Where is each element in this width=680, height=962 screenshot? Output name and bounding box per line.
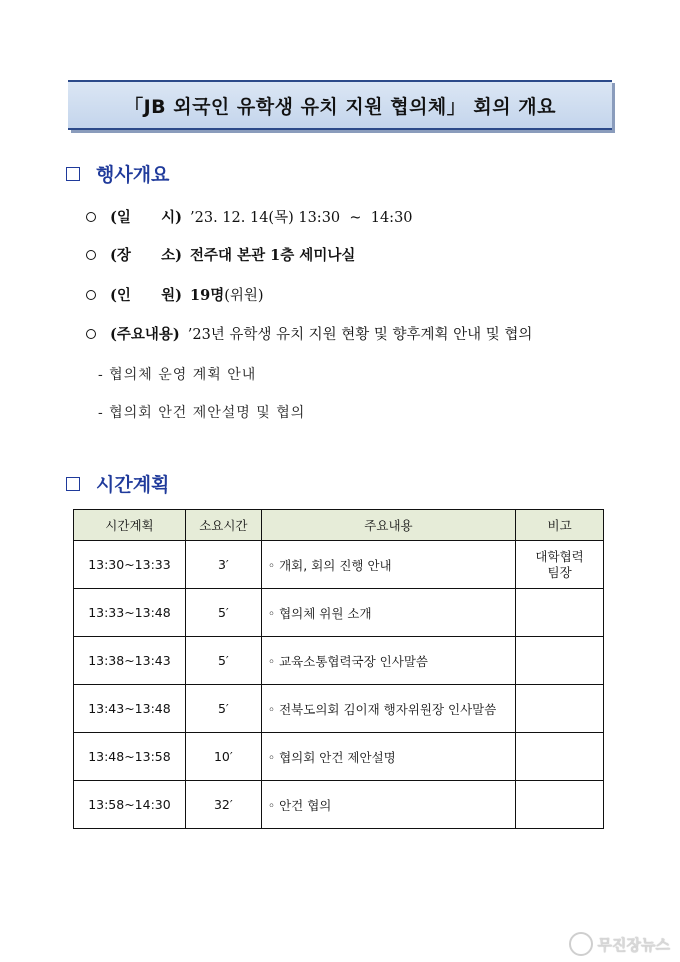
cell-duration: 5′ <box>185 685 261 733</box>
cell-content: ◦ 개회, 회의 진행 안내 <box>261 541 515 589</box>
section-heading-overview-label: 행사개요 <box>96 164 170 186</box>
overview-people <box>86 284 264 305</box>
agenda-label: (주요내용) <box>110 326 180 343</box>
agenda-value: ’23년 유학생 유치 지원 현황 및 향후계획 안내 및 협의 <box>187 327 533 343</box>
overview-date <box>86 206 413 227</box>
cell-content: ◦ 협의체 위원 소개 <box>261 589 515 637</box>
people-label: (인 원) <box>110 287 183 304</box>
table-row <box>74 637 604 685</box>
date-value: ’23. 12. 14(목) 13:30 ~ 14:30 <box>190 210 413 226</box>
table-row <box>74 589 604 637</box>
cell-note <box>516 637 604 685</box>
cell-content: ◦ 전북도의회 김이재 행자위원장 인사말씀 <box>261 685 515 733</box>
cell-time: 13:43~13:48 <box>74 685 186 733</box>
cell-note <box>516 589 604 637</box>
table-header-row <box>74 510 604 541</box>
cell-time: 13:38~13:43 <box>74 637 186 685</box>
circle-bullet-icon <box>86 212 96 222</box>
circle-bullet-icon <box>86 250 96 260</box>
people-note: (위원) <box>224 288 264 304</box>
header-time: 시간계획 <box>74 510 186 541</box>
cell-content: ◦ 안건 협의 <box>261 781 515 829</box>
table-row <box>74 781 604 829</box>
cell-time: 13:33~13:48 <box>74 589 186 637</box>
cell-note <box>516 781 604 829</box>
header-duration: 소요시간 <box>185 510 261 541</box>
watermark <box>569 932 670 956</box>
watermark-text: 무진장뉴스 <box>597 935 670 954</box>
table-row <box>74 685 604 733</box>
cell-duration: 32′ <box>185 781 261 829</box>
overview-place <box>86 244 355 265</box>
square-bullet-icon <box>66 477 80 491</box>
circle-bullet-icon <box>86 290 96 300</box>
cell-time: 13:30~13:33 <box>74 541 186 589</box>
cell-duration: 5′ <box>185 637 261 685</box>
cell-note <box>516 733 604 781</box>
cell-duration: 3′ <box>185 541 261 589</box>
schedule-table <box>73 509 604 829</box>
section-heading-schedule <box>66 470 169 497</box>
date-label: (일 시) <box>110 209 183 226</box>
circle-bullet-icon <box>86 329 96 339</box>
table-row <box>74 541 604 589</box>
cell-time: 13:48~13:58 <box>74 733 186 781</box>
header-note: 비고 <box>516 510 604 541</box>
people-count: 19명 <box>190 287 225 304</box>
place-value: 전주대 본관 1층 세미나실 <box>190 247 356 264</box>
agenda-sub-item: - 협의체 운영 계획 안내 <box>98 367 257 383</box>
overview-agenda <box>86 323 532 344</box>
agenda-sub-item: - 협의회 안건 제안설명 및 협의 <box>98 405 306 421</box>
watermark-logo-icon <box>569 932 593 956</box>
cell-time: 13:58~14:30 <box>74 781 186 829</box>
section-heading-overview <box>66 160 169 187</box>
table-row <box>74 733 604 781</box>
cell-content: ◦ 교육소통협력국장 인사말씀 <box>261 637 515 685</box>
square-bullet-icon <box>66 167 80 181</box>
section-heading-schedule-label: 시간계획 <box>96 474 170 496</box>
page-title: 「JB 외국인 유학생 유치 지원 협의체」 회의 개요 <box>68 80 612 130</box>
header-content: 주요내용 <box>261 510 515 541</box>
cell-content: ◦ 협의회 안건 제안설명 <box>261 733 515 781</box>
cell-note: 대학협력 팀장 <box>516 541 604 589</box>
cell-duration: 5′ <box>185 589 261 637</box>
cell-note <box>516 685 604 733</box>
cell-duration: 10′ <box>185 733 261 781</box>
place-label: (장 소) <box>110 247 183 264</box>
